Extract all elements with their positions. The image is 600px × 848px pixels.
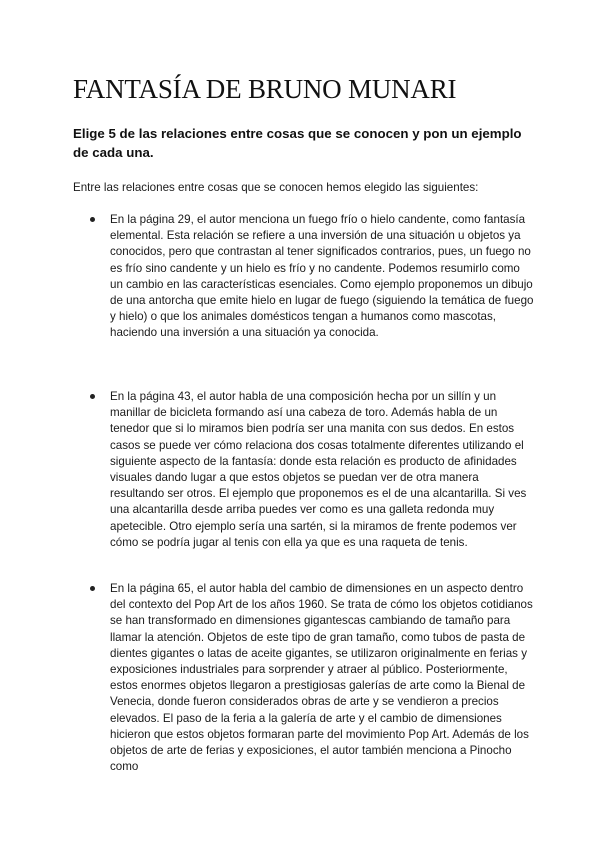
intro-paragraph: Entre las relaciones entre cosas que se conocen hemos elegido las siguientes: xyxy=(73,181,479,194)
bullet-icon xyxy=(90,586,95,591)
list-item-text: En la página 65, el autor habla del cambio de dimensiones en un aspecto dentro del contexto del Pop Art de los años 1960. Se trata de cómo los objetos cotidianos se han transformado en dimensiones gigantescas cambiando de tamaño para llamar la atención. Objetos de este tipo de gran tamaño, como tubos de pasta de dientes gigantes o latas de aceite gigantes, se utilizaron originalmente en ferias y exposiciones industriales para sorprender y atraer al público. Posteriormente, estos enormes objetos llegaron a prestigiosas galerías de arte como la Bienal de Venecia, donde fueron considerados obras de arte y se vendieron a precios elevados. El paso de la feria a la galería de arte y el cambio de dimensiones hicieron que estos objetos formaran parte del movimiento Pop Art. Además de los objetos de arte de ferias y exposiciones, el autor también menciona a Pinocho como xyxy=(110,582,533,774)
question-heading: Elige 5 de las relaciones entre cosas que se conocen y pon un ejemplo de cada una. xyxy=(73,126,522,160)
list-item xyxy=(110,581,535,775)
bullet-icon xyxy=(90,217,95,222)
document-title: FANTASÍA DE BRUNO MUNARI xyxy=(73,74,457,104)
list-item-text: En la página 43, el autor habla de una composición hecha por un sillín y un manillar de bicicleta formando así una cabeza de toro. Además habla de un tenedor que si lo miramos bien podría ser una manita con sus dedos. En estos casos se puede ver cómo relaciona dos cosas totalmente diferentes utilizando el siguiente aspecto de la fantasía: donde esta relación es producto de afinidades visuales dando lugar a que estos objetos se puedan ver de otra manera resultando ser otros. El ejemplo que proponemos es el de una alcantarilla. Si ves una alcantarilla desde arriba puedes ver como es una galleta redonda muy apetecible. Otro ejemplo sería una sartén, si la miramos de frente podemos ver cómo se podría jugar al tenis con ella ya que es una raqueta de tenis. xyxy=(110,390,527,549)
bullet-icon xyxy=(90,394,95,399)
list-item xyxy=(110,212,535,342)
list-item xyxy=(110,389,535,551)
list-item-text: En la página 29, el autor menciona un fuego frío o hielo candente, como fantasía elemental. Esta relación se refiere a una inversión de una situación u objetos ya conocidos, pero que contrastan al tener significados contrarios, pues, un fuego no es frío sino candente y un hielo es frío y no candente. Podemos resumirlo como un cambio en las características esenciales. Como ejemplo proponemos un dibujo de una antorcha que emite hielo en lugar de fuego (siguiendo la temática de fuego y hielo) o que los animales domésticos tengan a humanos como mascotas, haciendo una inversión a una situación ya conocida. xyxy=(110,213,534,340)
